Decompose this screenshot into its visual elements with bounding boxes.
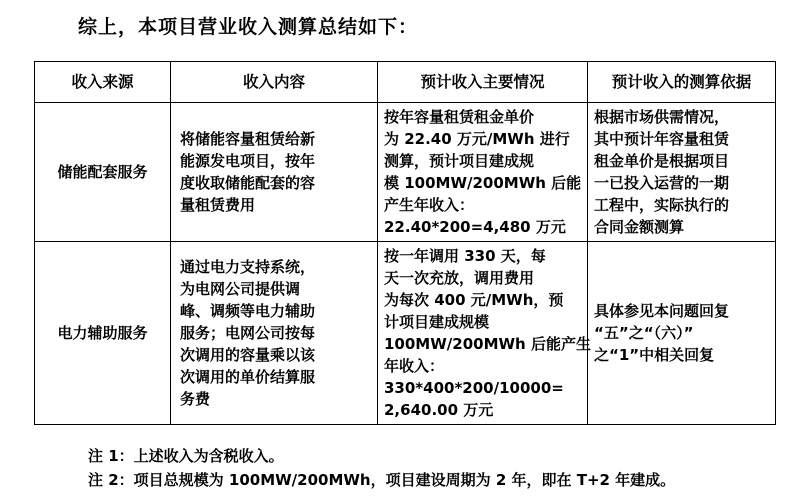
cell-line: 量租赁费用 — [180, 196, 256, 214]
row-estimate — [378, 242, 591, 425]
cell-line: 计项目建成规模 — [384, 313, 490, 331]
header-revenue-source: 收入来源 — [35, 62, 171, 103]
header-basis: 预计收入的测算依据 — [588, 62, 776, 103]
cell-line: 产生年收入： — [384, 196, 475, 214]
cell-line: 租金单价是根据项目 — [594, 152, 730, 170]
cell-line: 度收取储能配套的容 — [180, 174, 316, 192]
cell-line: 之“1”中相关回复 — [594, 346, 715, 364]
header-estimate: 预计收入主要情况 — [378, 62, 588, 103]
cell-line: 根据市场供需情况， — [594, 108, 730, 126]
cell-line: 为每次 400 元/MWh，预 — [384, 291, 564, 309]
cell-line: 22.40*200=4,480 万元 — [384, 218, 566, 236]
row-basis — [588, 242, 776, 425]
row-source: 储能配套服务 — [35, 103, 171, 242]
cell-line: 为 22.40 万元/MWh 进行 — [384, 130, 570, 148]
cell-line: 天一次充放，调用费用 — [384, 269, 535, 287]
cell-line: 其中预计年容量租赁 — [594, 130, 730, 148]
row-estimate — [378, 103, 588, 242]
footnote: 注 1：上述收入为含税收入。 — [88, 447, 284, 465]
cell-line: 100MW/200MWh 后能产生 — [384, 335, 591, 353]
row-content — [171, 103, 378, 242]
table-row — [35, 103, 776, 242]
cell-line: 330*400*200/10000= — [384, 379, 564, 397]
cell-line: 测算，预计项目建成规 — [384, 152, 535, 170]
cell-line: 次调用的单价结算服 — [180, 368, 316, 386]
cell-line: 工程中，实际执行的 — [594, 196, 730, 214]
cell-line: 务费 — [180, 390, 211, 408]
intro-heading: 综上，本项目营业收入测算总结如下： — [78, 16, 419, 38]
cell-line: 按年容量租赁租金单价 — [384, 108, 535, 126]
cell-line: 合同金额测算 — [594, 218, 685, 236]
cell-line: 2,640.00 万元 — [384, 401, 494, 419]
row-source: 电力辅助服务 — [35, 242, 171, 425]
cell-line: 服务；电网公司按每 — [180, 324, 316, 342]
footnote: 注 2：项目总规模为 100MW/200MWh，项目建设周期为 2 年，即在 T+2 年建成。 — [88, 471, 676, 489]
cell-line: “五”之“（六）” — [594, 324, 694, 342]
cell-line: 一已投入运营的一期 — [594, 174, 730, 192]
table-row — [35, 242, 776, 425]
cell-line: 为电网公司提供调 — [180, 280, 301, 298]
cell-line: 年收入： — [384, 357, 445, 375]
row-basis — [588, 103, 776, 242]
cell-line: 按一年调用 330 天，每 — [384, 247, 546, 265]
cell-line: 具体参见本问题回复 — [594, 302, 730, 320]
revenue-table — [34, 61, 776, 425]
footnotes — [88, 444, 675, 492]
cell-line: 次调用的容量乘以该 — [180, 346, 316, 364]
cell-line: 峰、调频等电力辅助 — [180, 302, 316, 320]
header-revenue-content: 收入内容 — [171, 62, 378, 103]
cell-line: 能源发电项目，按年 — [180, 152, 316, 170]
row-content — [171, 242, 378, 425]
cell-line: 通过电力支持系统， — [180, 258, 316, 276]
cell-line: 将储能容量租赁给新 — [180, 130, 316, 148]
cell-line: 模 100MW/200MWh 后能 — [384, 174, 582, 192]
table-header-row — [35, 62, 776, 103]
